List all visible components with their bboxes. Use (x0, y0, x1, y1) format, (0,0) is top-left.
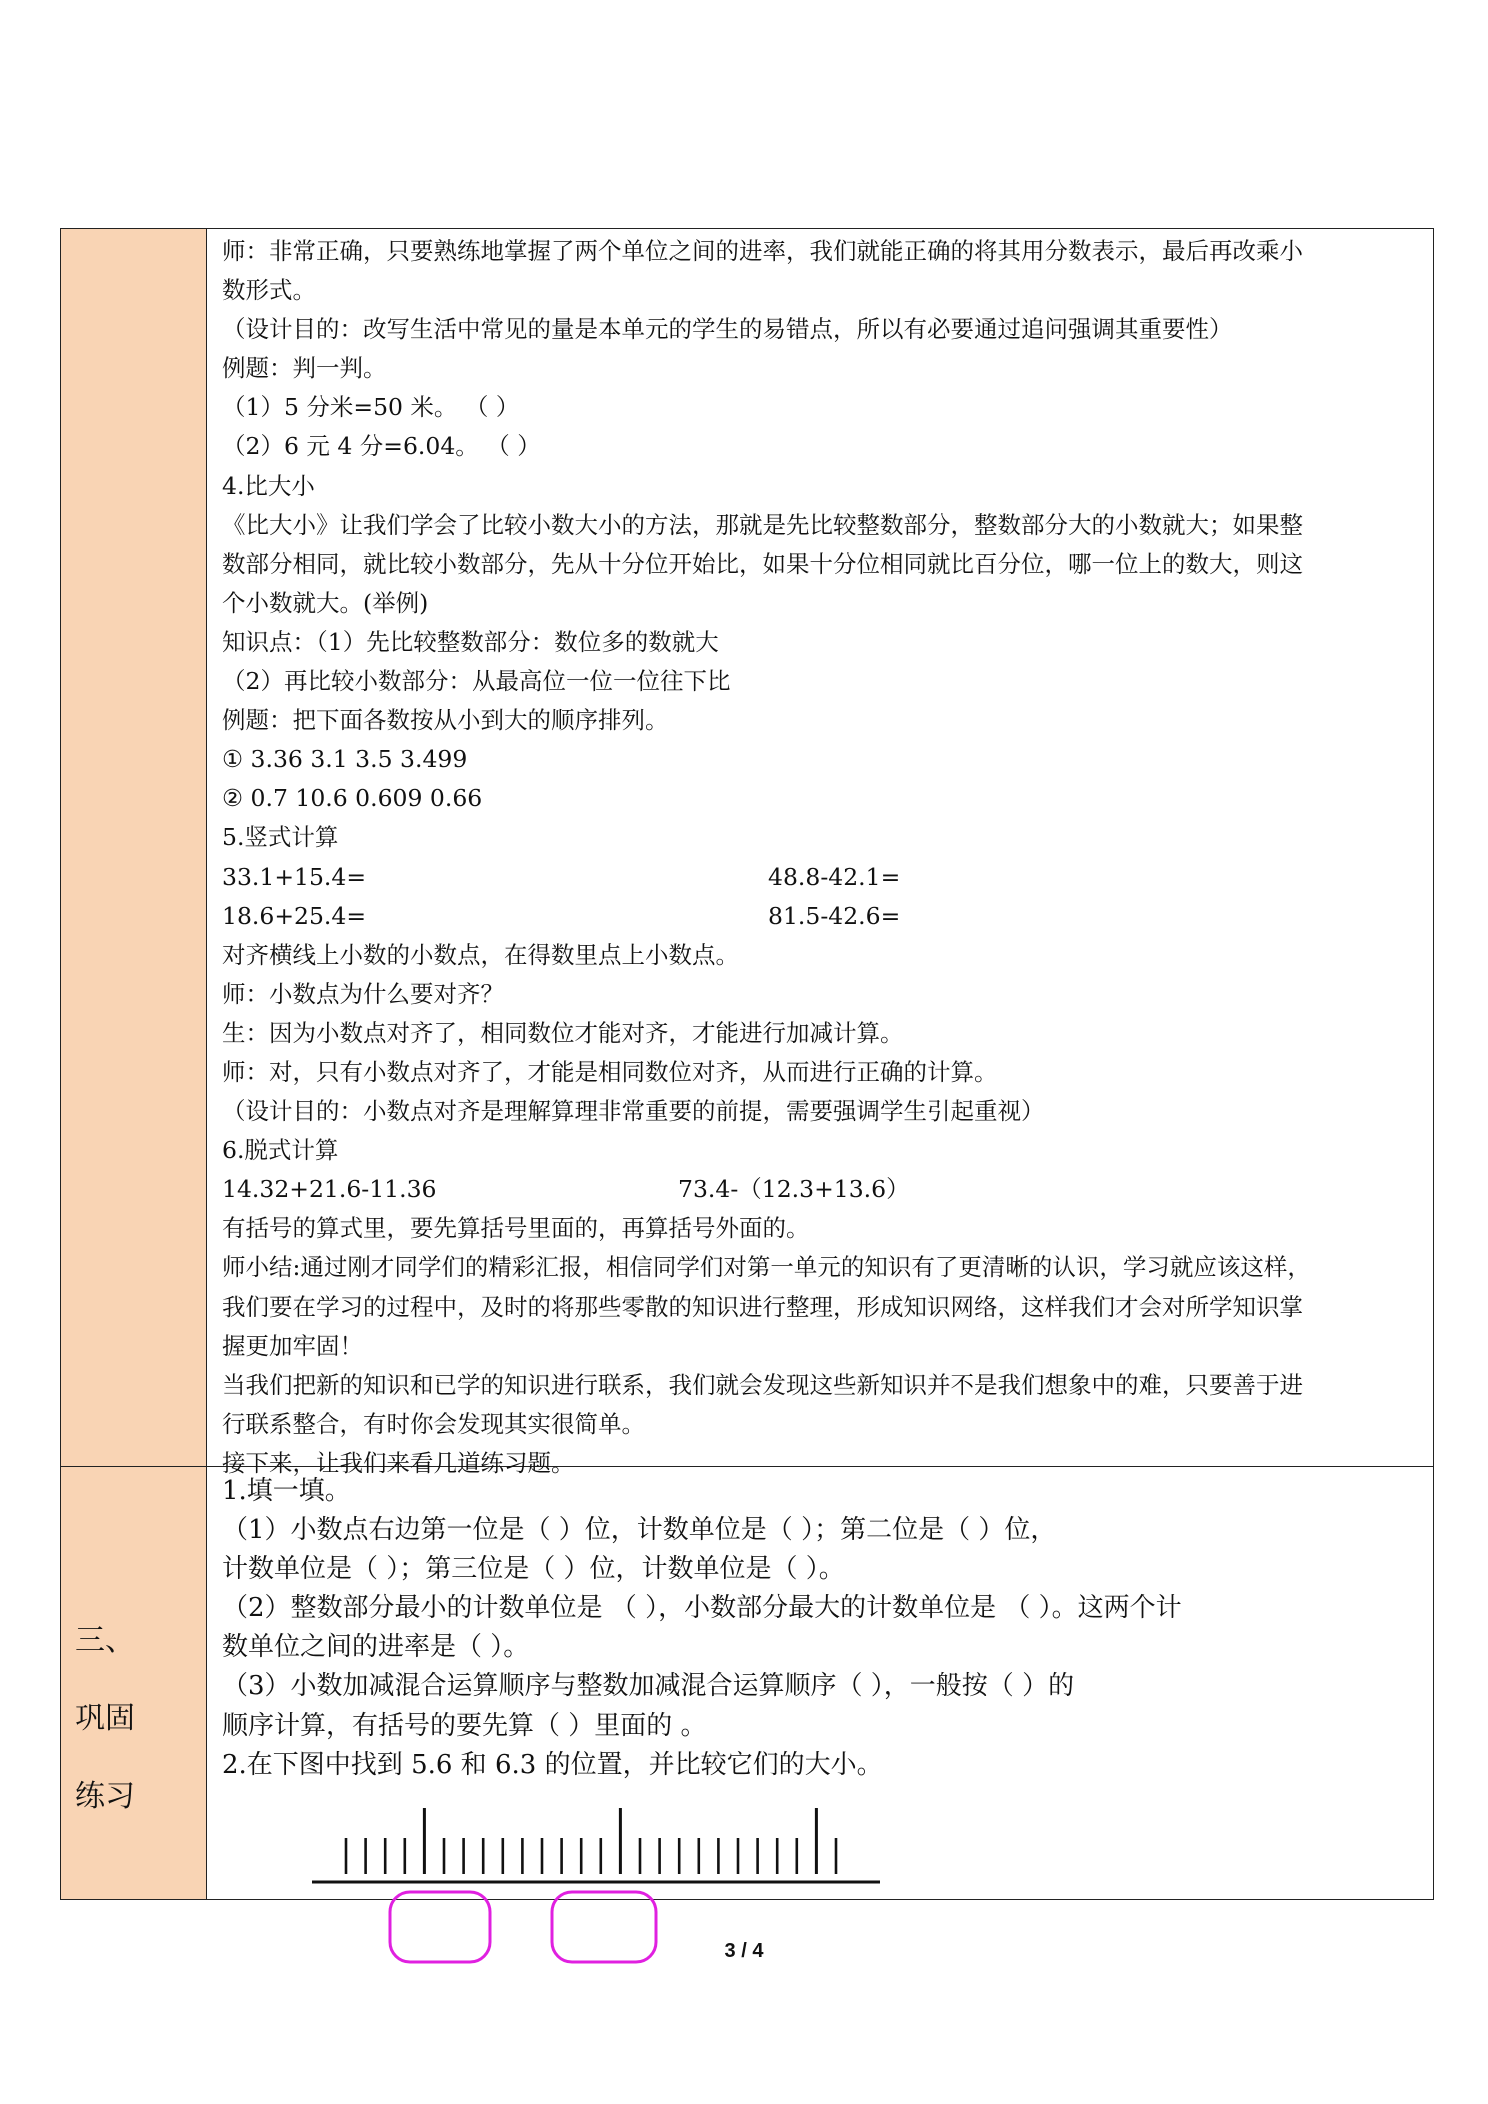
exercise-line: 计数单位是（ ）；第三位是（ ）位，计数单位是（ ）。 (222, 1554, 845, 1585)
text-line: 师：小数点为什么要对齐？ (222, 979, 504, 1008)
text-line: 5.竖式计算 (222, 823, 339, 852)
text-line: 当我们把新的知识和已学的知识进行联系，我们就会发现这些新知识并不是我们想象中的难，只要善于进 (222, 1370, 1303, 1399)
text-line: 生：因为小数点对齐了，相同数位才能对齐，才能进行加减计算。 (222, 1018, 904, 1047)
text-line: ② 0.7 10.6 0.609 0.66 (222, 784, 483, 813)
practice-content (222, 1472, 1432, 1785)
text-line: 个小数就大。(举例) (222, 588, 429, 617)
calc-expression: 18.6+25.4= (222, 901, 367, 930)
exercise-line: （3）小数加减混合运算顺序与整数加减混合运算顺序（ ），一般按（ ）的 (222, 1671, 1075, 1702)
section-label-3: 练习 (75, 1779, 135, 1814)
text-line: 我们要在学习的过程中，及时的将那些零散的知识进行整理，形成知识网络，这样我们才会对所学知识掌 (222, 1292, 1303, 1321)
text-line: 《比大小》让我们学会了比较小数大小的方法，那就是先比较整数部分，整数部分大的小数就大；如果整 (222, 510, 1303, 539)
text-line: ① 3.36 3.1 3.5 3.499 (222, 745, 468, 774)
text-line: 师：非常正确，只要熟练地掌握了两个单位之间的进率，我们就能正确的将其用分数表示，最后再改乘小 (222, 237, 1303, 265)
text-line: （1）5 分米=50 米。 （ ） (222, 393, 520, 422)
calc-row (222, 1170, 1432, 1209)
text-line: 握更加牢固！ (222, 1331, 363, 1360)
text-line: 数部分相同，就比较小数部分，先从十分位开始比，如果十分位相同就比百分位，哪一位上的数大，则这 (222, 549, 1303, 578)
exercise-line: 1.填一填。 (222, 1476, 351, 1506)
exercise-line: （1）小数点右边第一位是（ ）位，计数单位是（ ）；第二位是（ ）位， (222, 1515, 1057, 1546)
exercise-line: 数单位之间的进率是（ ）。 (222, 1632, 530, 1663)
text-line: 师：对，只有小数点对齐了，才能是相同数位对齐，从而进行正确的计算。 (222, 1057, 998, 1086)
text-line: 对齐横线上小数的小数点，在得数里点上小数点。 (222, 940, 739, 969)
calc-expression: 14.32+21.6-11.36 (222, 1175, 437, 1204)
text-line: 有括号的算式里，要先算括号里面的，再算括号外面的。 (222, 1214, 810, 1243)
text-line: 知识点：（1）先比较整数部分：数位多的数就大 (222, 627, 719, 656)
text-line: （2）6 元 4 分=6.04。 （ ） (222, 432, 541, 461)
page-number: 3 / 4 (724, 1940, 764, 1962)
text-line: （2）再比较小数部分：从最高位一位一位往下比 (222, 667, 731, 696)
text-line: 4.比大小 (222, 471, 315, 500)
row-label-cell-practice (61, 1467, 207, 1899)
calc-expression: 33.1+15.4= (222, 862, 367, 891)
text-line: 接下来，让我们来看几道练习题。 (222, 1448, 575, 1477)
exercise-line: （2）整数部分最小的计数单位是 （ ），小数部分最大的计数单位是 （ ）。这两个计 (222, 1593, 1182, 1624)
row-label-cell (61, 229, 207, 1467)
calc-expression: 73.4-（12.3+13.6） (678, 1175, 910, 1204)
text-line: 数形式。 (222, 276, 316, 305)
text-line: 行联系整合，有时你会发现其实很简单。 (222, 1409, 645, 1438)
text-line: （设计目的：改写生活中常见的量是本单元的学生的易错点，所以有必要通过追问强调其重要性） (222, 315, 1233, 344)
calc-row (222, 858, 1432, 897)
section-label-1: 三、 (75, 1623, 135, 1658)
calc-expression: 48.8-42.1= (768, 862, 901, 891)
exercise-line: 2.在下图中找到 5.6 和 6.3 的位置，并比较它们的大小。 (222, 1749, 883, 1780)
exercise-line: 顺序计算，有括号的要先算（ ）里面的 。 (222, 1710, 707, 1741)
text-line: 例题：把下面各数按从小到大的顺序排列。 (222, 706, 669, 735)
text-line: 6.脱式计算 (222, 1136, 339, 1165)
text-line: （设计目的：小数点对齐是理解算理非常重要的前提，需要强调学生引起重视） (222, 1097, 1045, 1126)
text-line: 师小结:通过刚才同学们的精彩汇报，相信同学们对第一单元的知识有了更清晰的认识，学习就应该这样， (222, 1253, 1311, 1282)
section-label-2: 巩固 (75, 1701, 135, 1736)
calc-expression: 81.5-42.6= (768, 901, 901, 930)
calc-row (222, 897, 1432, 936)
text-line: 例题：判一判。 (222, 354, 387, 383)
review-content (222, 232, 1432, 1483)
